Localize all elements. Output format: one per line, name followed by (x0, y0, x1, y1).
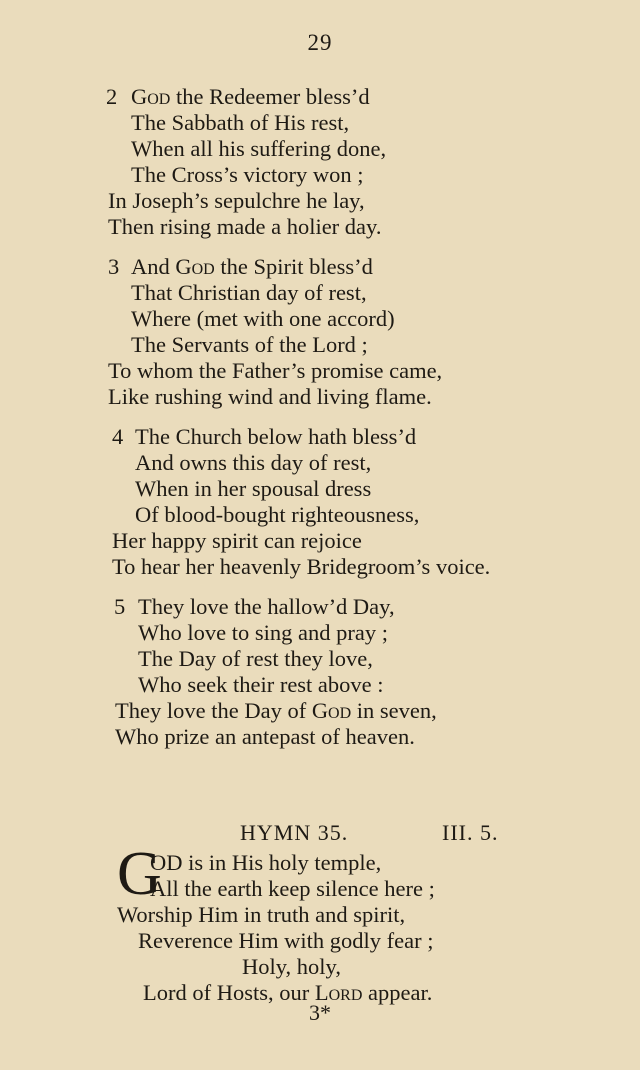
verse-line: Holy, holy, (242, 954, 341, 979)
verse-line: The Day of rest they love, (138, 646, 373, 671)
verse-line: The Servants of the Lord ; (131, 332, 368, 357)
signature-mark: 3* (309, 1000, 331, 1025)
verse-line: To hear her heavenly Bridegroom’s voice. (112, 554, 491, 579)
small-caps-word: God (175, 254, 215, 279)
verse-line: They love the hallow’d Day, (138, 594, 395, 619)
verse-line: They love the Day of God in seven, (115, 698, 437, 723)
verse-line: The Church below hath bless’d (135, 424, 417, 449)
verse-line: And God the Spirit bless’d (131, 254, 373, 279)
verse-line: Who prize an antepast of heaven. (115, 724, 415, 749)
verse-line: To whom the Father’s promise came, (108, 358, 443, 383)
stanza-number: 4 (112, 424, 124, 449)
page-number: 29 (307, 30, 333, 55)
verse-line: And owns this day of rest, (135, 450, 372, 475)
hymn-meter: III. 5. (442, 820, 499, 845)
small-caps-word: Lord (314, 980, 363, 1005)
drop-cap: G (117, 840, 162, 908)
verse-line: The Sabbath of His rest, (131, 110, 350, 135)
small-caps-word: God (311, 698, 352, 723)
verse-line: The Cross’s victory won ; (131, 162, 364, 187)
stanza-number: 3 (108, 254, 120, 279)
verse-line: Where (met with one accord) (131, 306, 395, 331)
verse-line: Then rising made a holier day. (108, 214, 382, 239)
verse-line: When in her spousal dress (135, 476, 372, 501)
verse-line: God the Redeemer bless’d (131, 84, 370, 109)
verse-line: Lord of Hosts, our Lord appear. (143, 980, 433, 1005)
verse-line: Of blood-bought righteousness, (135, 502, 420, 527)
verse-line: That Christian day of rest, (131, 280, 367, 305)
verse-line: All the earth keep silence here ; (150, 876, 435, 901)
small-caps-word: God (131, 84, 171, 109)
hymn-title: HYMN 35. (240, 820, 349, 845)
verse-line: Like rushing wind and living flame. (108, 384, 432, 409)
verse-line: Reverence Him with godly fear ; (138, 928, 434, 953)
verse-line: OD is in His holy temple, (150, 850, 382, 875)
verse-line: Who love to sing and pray ; (138, 620, 388, 645)
verse-line: Worship Him in truth and spirit, (117, 902, 406, 927)
verse-line: Her happy spirit can rejoice (112, 528, 362, 553)
verse-line: In Joseph’s sepulchre he lay, (108, 188, 365, 213)
stanza-number: 5 (114, 594, 126, 619)
stanza-number: 2 (106, 84, 118, 109)
verse-line: Who seek their rest above : (138, 672, 384, 697)
verse-line: When all his suffering done, (131, 136, 387, 161)
